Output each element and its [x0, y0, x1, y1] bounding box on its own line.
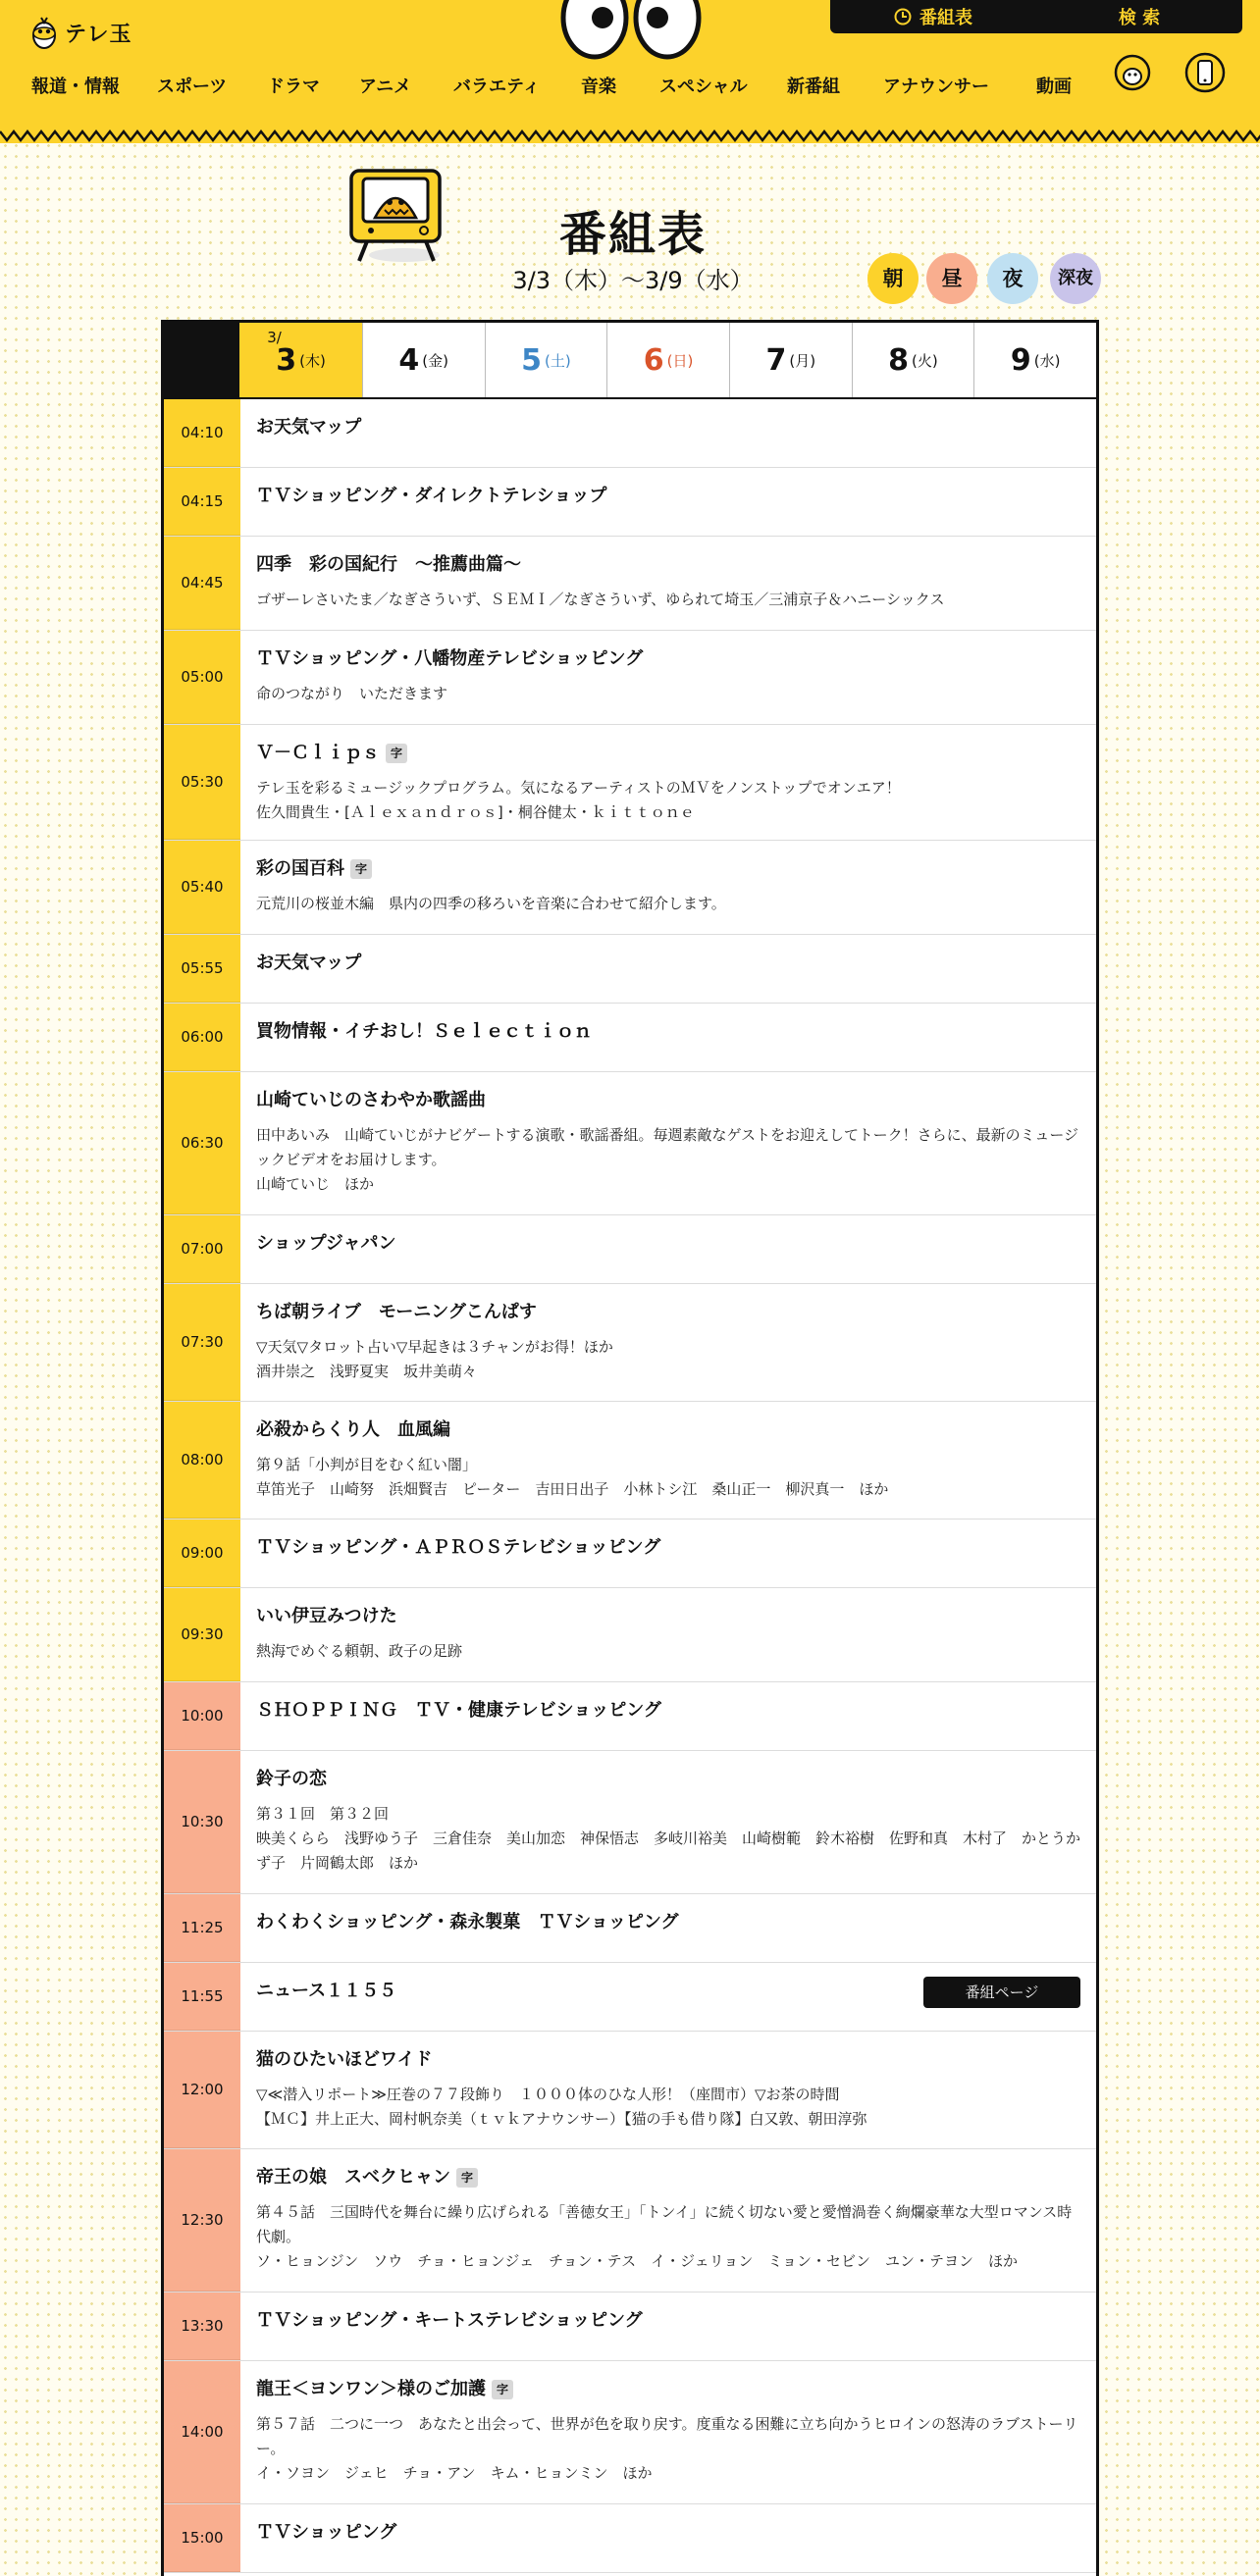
program-row[interactable] [164, 468, 1096, 537]
day-tab-3[interactable] [239, 323, 362, 397]
app-mascot-icon [1113, 53, 1152, 92]
program-description [256, 1123, 1080, 1197]
program-body [256, 646, 1080, 706]
program-row[interactable] [164, 1963, 1096, 2032]
program-title[interactable] [256, 2047, 1080, 2073]
day-weekday: (土) [544, 351, 571, 370]
program-description-line: ▽≪潜入リポート≫圧巻の７７段飾り １０００体のひな人形！（座間市）▽お茶の時間 [256, 2086, 840, 2103]
schedule-table [161, 320, 1099, 2576]
teletama-mobile-link[interactable] [1185, 51, 1225, 94]
program-title-text: ＴＶショッピング [256, 2522, 397, 2543]
program-description [256, 1335, 1080, 1384]
program-body [256, 2047, 1080, 2132]
program-time: 05:40 [164, 841, 240, 934]
program-description-line: 第３１回 第３２回 [256, 1805, 390, 1823]
day-corner [164, 323, 239, 397]
nav-video[interactable]: 動画 [1036, 77, 1072, 97]
program-row[interactable] [164, 1520, 1096, 1588]
program-time: 12:30 [164, 2149, 240, 2292]
program-title-text: 龍王＜ヨンワン＞様のご加護 [256, 2379, 486, 2399]
program-time: 10:00 [164, 1682, 240, 1750]
program-title-text: 鈴子の恋 [256, 1769, 327, 1789]
program-time: 06:00 [164, 1004, 240, 1071]
program-title-text: ＳＨＯＰＰＩＮＧ ＴＶ・健康テレビショッピング [256, 1700, 661, 1721]
day-weekday: (日) [666, 351, 694, 370]
program-title[interactable] [256, 1019, 1080, 1045]
program-time: 04:10 [164, 399, 240, 467]
program-body [256, 552, 1080, 612]
program-row[interactable] [164, 2504, 1096, 2573]
program-description-line: 第９話「小判が目をむく紅い闇」 [256, 1456, 478, 1473]
program-title[interactable] [256, 951, 1080, 976]
program-description-line: ゴザーレさいたま／なぎさういず、ＳＥＭＩ／なぎさういず、ゆられて埼玉／三浦京子＆ハニーシックス [256, 591, 945, 608]
program-title[interactable] [256, 1767, 1080, 1792]
nav-drama[interactable]: ドラマ [267, 77, 320, 97]
program-body [256, 1910, 1080, 1935]
day-weekday: (木) [299, 351, 326, 370]
program-body [256, 2308, 1080, 2334]
program-time: 04:15 [164, 468, 240, 536]
program-time: 11:55 [164, 1963, 240, 2031]
program-description-line: ▽天気▽タロット占い▽早起きは３チャンがお得！ほか [256, 1338, 613, 1356]
program-title-text: いい伊豆みつけた [256, 1606, 397, 1626]
schedule-label: 番組表 [919, 8, 972, 28]
program-description [256, 1639, 1080, 1664]
program-row[interactable] [164, 537, 1096, 631]
program-title[interactable] [256, 2520, 1080, 2546]
program-description [256, 682, 1080, 706]
subtitle-badge: 字 [456, 2168, 478, 2188]
program-body [256, 2520, 1080, 2546]
program-title-text: ショップジャパン [256, 1233, 396, 1254]
nav-variety[interactable]: バラエティ [453, 77, 541, 97]
program-title[interactable] [256, 1300, 1080, 1325]
program-time: 11:25 [164, 1894, 240, 1962]
program-body [256, 1698, 1080, 1724]
day-number: 8 [888, 342, 910, 378]
program-title-text: 彩の国百科 [256, 858, 344, 879]
program-description-line: 元荒川の桜並木編 県内の四季の移ろいを音楽に合わせて紹介します。 [256, 895, 726, 912]
subtitle-badge: 字 [386, 744, 407, 763]
search-link[interactable] [1036, 0, 1242, 33]
program-row[interactable] [164, 841, 1096, 935]
day-tab-4[interactable] [362, 323, 485, 397]
program-row[interactable] [164, 2149, 1096, 2293]
program-time: 04:45 [164, 537, 240, 630]
program-time: 12:00 [164, 2032, 240, 2148]
program-title[interactable] [256, 415, 1080, 440]
program-body [256, 1231, 1080, 1257]
tv-mascot-icon [345, 165, 451, 265]
day-weekday: (金) [422, 351, 448, 370]
day-number: 3 [276, 342, 297, 378]
program-title[interactable] [256, 1088, 1080, 1113]
program-description [256, 1802, 1080, 1876]
program-title-text: 買物情報・イチおし！Ｓｅｌｅｃｔｉｏｎ [256, 1021, 592, 1042]
program-title-text: 帝王の娘 スベクヒャン [256, 2167, 450, 2188]
program-title-text: お天気マップ [256, 417, 362, 438]
program-row[interactable] [164, 1588, 1096, 1682]
program-description-line: ソ・ヒョンジン ソウ チョ・ヒョンジェ チョン・テス イ・ジェリョン ミョン・セビン ユン・テヨン ほか [256, 2252, 1019, 2270]
program-time: 07:30 [164, 1284, 240, 1401]
program-body [256, 1417, 1080, 1502]
period-night-button[interactable]: 夜 [987, 253, 1038, 304]
nav-anime[interactable]: アニメ [359, 77, 412, 97]
program-title-text: ＴＶショッピング・八幡物産テレビショッピング [256, 648, 644, 669]
day-tab-6[interactable] [606, 323, 729, 397]
program-body [256, 2377, 1080, 2486]
program-description-line: 第４５話 三国時代を舞台に繰り広げられる「善徳女王」「トンイ」に続く切ない愛と愛憎渦巻く絢爛豪華な大型ロマンス時代劇。 [256, 2203, 1073, 2245]
program-description [256, 1453, 1080, 1502]
period-late-night-button[interactable]: 深夜 [1050, 253, 1101, 304]
smartphone-icon [1185, 51, 1225, 94]
program-title[interactable] [256, 646, 1080, 672]
program-row[interactable] [164, 935, 1096, 1004]
nav-news[interactable]: 報道・情報 [31, 77, 120, 97]
program-time: 13:30 [164, 2293, 240, 2360]
nav-new-programs[interactable]: 新番組 [787, 77, 840, 97]
program-title[interactable] [256, 2308, 1080, 2334]
program-title[interactable] [256, 1910, 1080, 1935]
program-time: 15:00 [164, 2504, 240, 2572]
program-time: 08:00 [164, 1402, 240, 1519]
program-description [256, 2412, 1080, 2486]
header-zigzag-edge [0, 129, 1260, 147]
day-tab-8[interactable] [852, 323, 974, 397]
program-title-text: Ｖ－Ｃｌｉｐｓ [256, 743, 380, 763]
period-noon-button[interactable]: 昼 [926, 253, 977, 304]
program-page-button[interactable]: 番組ページ [923, 1977, 1080, 2008]
nav-sports[interactable]: スポーツ [157, 77, 228, 97]
program-title[interactable] [256, 1698, 1080, 1724]
program-time: 05:55 [164, 935, 240, 1003]
program-row[interactable] [164, 725, 1096, 841]
program-time: 05:30 [164, 725, 240, 840]
program-row[interactable] [164, 1682, 1096, 1751]
program-row[interactable] [164, 2361, 1096, 2504]
schedule-link[interactable] [830, 0, 1036, 33]
tamago-mascot-icon [29, 14, 59, 51]
program-time: 09:00 [164, 1520, 240, 1587]
program-title-text: ＴＶショッピング・ダイレクトテレショップ [256, 486, 607, 506]
program-title[interactable] [256, 741, 1080, 766]
program-title-text: ちば朝ライブ モーニングこんぱす [256, 1302, 537, 1322]
program-description-line: 熱海でめぐる頼朝、政子の足跡 [256, 1642, 463, 1660]
day-month: 3/ [267, 329, 282, 346]
program-body [256, 484, 1080, 509]
program-body [256, 2165, 1080, 2274]
program-title[interactable] [256, 1535, 1080, 1561]
nav-special[interactable]: スペシャル [659, 77, 748, 97]
program-row[interactable] [164, 1751, 1096, 1894]
day-tab-7[interactable] [729, 323, 852, 397]
main-nav [0, 65, 1260, 110]
program-description-line: 酒井崇之 浅野夏実 坂井美萌々 [256, 1363, 478, 1380]
program-description-line: 映美くらら 浅野ゆう子 三倉佳奈 美山加恋 神保悟志 多岐川裕美 山崎樹範 鈴木裕樹 佐野和真 木村了 かとうかず子 片岡鶴太郎 ほか [256, 1829, 1081, 1872]
program-row[interactable] [164, 1004, 1096, 1072]
day-number: 9 [1010, 342, 1031, 378]
program-title[interactable] [256, 1604, 1080, 1629]
day-number: 7 [765, 342, 787, 378]
program-time: 10:30 [164, 1751, 240, 1893]
teletama-app-link[interactable] [1113, 53, 1152, 96]
program-title-text: ＴＶショッピング・キートステレビショッピング [256, 2310, 643, 2331]
program-body [256, 856, 1080, 916]
program-body [256, 1300, 1080, 1384]
nav-announcer[interactable]: アナウンサー [883, 77, 989, 97]
program-description-line: 【ＭＣ】井上正大、岡村帆奈美（ｔｖｋアナウンサー）【猫の手も借り隊】白又敦、朝田淳弥 [256, 2110, 867, 2128]
program-body [256, 1535, 1080, 1561]
program-title[interactable] [256, 484, 1080, 509]
search-label: 検 索 [1118, 8, 1161, 28]
program-title[interactable] [256, 1417, 1080, 1443]
subtitle-badge: 字 [350, 859, 372, 879]
program-row[interactable] [164, 1284, 1096, 1402]
nav-music[interactable]: 音楽 [581, 77, 616, 97]
program-row[interactable] [164, 631, 1096, 725]
program-row[interactable] [164, 2293, 1096, 2361]
day-tabs [164, 323, 1096, 399]
program-description-line: テレ玉を彩るミュージックプログラム。気になるアーティストのＭＶをノンストップでオンエア！ [256, 779, 901, 797]
day-weekday: (月) [789, 351, 816, 370]
program-description [256, 2200, 1080, 2274]
program-description-line: 佐久間貴生・[Ａｌｅｘａｎｄｒｏｓ]・桐谷健太・ｋｉｔｔｏｎｅ [256, 803, 695, 821]
day-tab-9[interactable] [973, 323, 1096, 397]
program-body [256, 1019, 1080, 1045]
program-row[interactable] [164, 1215, 1096, 1284]
program-body [256, 951, 1080, 976]
page-title: 番組表 [558, 207, 707, 262]
top-bar [830, 0, 1242, 33]
program-title-text: 猫のひたいほどワイド [256, 2049, 433, 2070]
program-time: 05:00 [164, 631, 240, 724]
day-tab-5[interactable] [485, 323, 607, 397]
program-row[interactable] [164, 399, 1096, 468]
program-time: 09:30 [164, 1588, 240, 1681]
program-description-line: 命のつながり いただきます [256, 685, 448, 702]
program-description [256, 588, 1080, 612]
program-title-text: わくわくショッピング・森永製菓 ＴＶショッピング [256, 1912, 679, 1932]
program-time: 06:30 [164, 1072, 240, 1214]
program-description [256, 776, 1080, 825]
program-title[interactable] [256, 856, 1080, 882]
date-range: 3/3（木）〜3/9（水） [512, 267, 754, 294]
program-description-line: イ・ソヨン ジェヒ チョ・アン キム・ヒョンミン ほか [256, 2464, 653, 2482]
program-row[interactable] [164, 1072, 1096, 1215]
day-weekday: (水) [1033, 351, 1061, 370]
program-description-line: 田中あいみ 山崎ていじがナビゲートする演歌・歌謡番組。毎週素敵なゲストをお迎えしてトーク！さらに、最新のミュージックビデオをお届けします。 [256, 1126, 1079, 1168]
program-title-text: ニュース１１５５ [256, 1981, 397, 2001]
site-header [0, 0, 1260, 143]
mascot-eyes-icon [557, 0, 705, 61]
program-title[interactable] [256, 2377, 1080, 2402]
program-description-line: 山崎ていじ ほか [256, 1175, 375, 1193]
day-number: 6 [643, 342, 664, 378]
day-weekday: (火) [912, 351, 938, 370]
period-morning-button[interactable]: 朝 [867, 253, 919, 304]
program-body [256, 1767, 1080, 1876]
program-title-text: 四季 彩の国紀行 ～推薦曲篇～ [256, 554, 521, 575]
clock-icon [894, 8, 912, 26]
program-body [256, 741, 1080, 825]
program-description-line: 草笛光子 山崎努 浜畑賢吉 ピーター 吉田日出子 小林トシ江 桑山正一 柳沢真一 ほか [256, 1480, 889, 1498]
program-body [256, 415, 1080, 440]
program-title-text: 必殺からくり人 血風編 [256, 1419, 450, 1440]
program-description-line: 第５７話 二つに一つ あなたと出会って、世界が色を取り戻す。度重なる困難に立ち向かうヒロインの怒涛のラブストーリー。 [256, 2415, 1078, 2457]
day-number: 5 [521, 342, 542, 378]
program-body [256, 1604, 1080, 1664]
program-body [256, 1088, 1080, 1197]
logo-text: テレ玉 [65, 22, 132, 47]
site-logo[interactable] [29, 14, 132, 51]
program-title[interactable] [256, 1231, 1080, 1257]
day-number: 4 [398, 342, 420, 378]
program-description [256, 2083, 1080, 2132]
program-time: 14:00 [164, 2361, 240, 2503]
subtitle-badge: 字 [492, 2380, 513, 2399]
program-title-text: ＴＶショッピング・ＡＰＲＯＳテレビショッピング [256, 1537, 661, 1558]
program-row[interactable] [164, 2032, 1096, 2149]
program-title[interactable] [256, 2165, 1080, 2190]
program-description [256, 892, 1080, 916]
program-row[interactable] [164, 1402, 1096, 1520]
program-title-text: お天気マップ [256, 953, 362, 973]
program-time: 07:00 [164, 1215, 240, 1283]
program-title[interactable] [256, 552, 1080, 578]
program-row[interactable] [164, 1894, 1096, 1963]
program-title-text: 山崎ていじのさわやか歌謡曲 [256, 1090, 486, 1110]
